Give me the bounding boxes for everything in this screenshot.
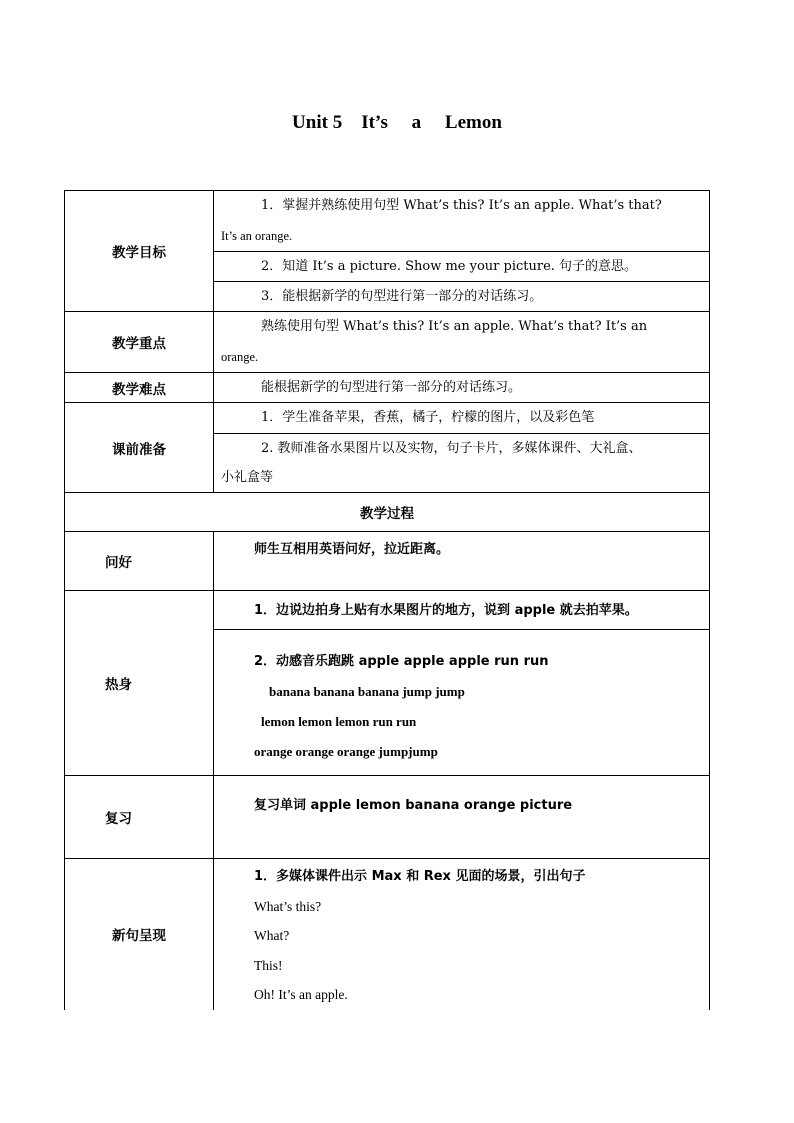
goals-item-1-line-1: 1．掌握并熟练使用句型 What’s this? It’s an apple. What’s that? bbox=[261, 198, 662, 213]
review-content bbox=[214, 776, 710, 859]
warmup-chant-line-3: lemon lemon lemon run run bbox=[261, 714, 417, 729]
warmup-chant-line-4: orange orange orange jumpjump bbox=[254, 744, 438, 759]
warmup-item-1-text: 1．边说边拍身上贴有水果图片的地方，说到 apple 就去拍苹果。 bbox=[254, 603, 638, 618]
preparation-item-1 bbox=[214, 403, 710, 434]
new-sentences-line-1: 1．多媒体课件出示 Max 和 Rex 见面的场景，引出句子 bbox=[254, 869, 586, 884]
process-header: 教学过程 bbox=[65, 493, 710, 532]
new-sentences-content bbox=[214, 859, 710, 1010]
goals-item-1 bbox=[214, 191, 710, 252]
warmup-chant-line-1: 2．动感音乐跑跳 apple apple apple run run bbox=[254, 654, 549, 669]
warmup-item-1 bbox=[214, 591, 710, 630]
preparation-row-1 bbox=[65, 403, 710, 434]
keypoints-line-2: orange. bbox=[221, 350, 259, 364]
lesson-plan-table bbox=[64, 190, 710, 1010]
greeting-label: 问好 bbox=[65, 532, 214, 591]
warmup-label: 热身 bbox=[65, 591, 214, 776]
preparation-item-1-text: 1．学生准备苹果，香蕉，橘子，柠檬的图片，以及彩色笔 bbox=[261, 410, 595, 425]
review-label: 复习 bbox=[65, 776, 214, 859]
warmup-row-1 bbox=[65, 591, 710, 630]
preparation-item-2-line-2: 小礼盒等 bbox=[221, 470, 274, 485]
preparation-label: 课前准备 bbox=[65, 403, 214, 493]
warmup-chant-line-2: banana banana banana jump jump bbox=[269, 684, 465, 699]
preparation-item-2-line-1: 2. 教师准备水果图片以及实物，句子卡片，多媒体课件、大礼盒、 bbox=[261, 441, 642, 456]
greeting-row bbox=[65, 532, 710, 591]
new-sentences-line-2: What’s this? bbox=[254, 898, 322, 914]
new-sentences-label: 新句呈现 bbox=[65, 859, 214, 1010]
keypoints-line-1: 熟练使用句型 What’s this? It’s an apple. What’s that? It’s an bbox=[261, 319, 648, 334]
goals-item-2 bbox=[214, 252, 710, 282]
review-text: 复习单词 apple lemon banana orange picture bbox=[254, 798, 573, 813]
new-sentences-line-5: Oh! It’s an apple. bbox=[254, 987, 348, 1002]
warmup-item-2 bbox=[214, 630, 710, 776]
keypoints-content bbox=[214, 312, 710, 373]
page-title: Unit 5 It’s a Lemon bbox=[292, 112, 502, 133]
goals-label: 教学目标 bbox=[65, 191, 214, 312]
difficulties-content bbox=[214, 373, 710, 403]
greeting-text: 师生互相用英语问好，拉近距离。 bbox=[254, 542, 450, 557]
keypoints-label: 教学重点 bbox=[65, 312, 214, 373]
new-sentences-line-4: This! bbox=[254, 957, 283, 973]
new-sentences-row bbox=[65, 859, 710, 1010]
difficulties-text: 能根据新学的句型进行第一部分的对话练习。 bbox=[261, 380, 522, 395]
process-header-row bbox=[65, 493, 710, 532]
preparation-item-2 bbox=[214, 434, 710, 493]
goals-item-3-text: 3．能根据新学的句型进行第一部分的对话练习。 bbox=[261, 289, 543, 304]
difficulties-label: 教学难点 bbox=[65, 373, 214, 403]
greeting-content bbox=[214, 532, 710, 591]
goals-item-2-text: 2．知道 It’s a picture. Show me your picture. 句子的意思。 bbox=[261, 259, 638, 274]
goals-item-1-line-2: It’s an orange. bbox=[221, 229, 293, 243]
goals-row-1 bbox=[65, 191, 710, 252]
keypoints-row bbox=[65, 312, 710, 373]
goals-item-3 bbox=[214, 282, 710, 312]
difficulties-row bbox=[65, 373, 710, 403]
review-row bbox=[65, 776, 710, 859]
new-sentences-line-3: What? bbox=[254, 928, 290, 943]
